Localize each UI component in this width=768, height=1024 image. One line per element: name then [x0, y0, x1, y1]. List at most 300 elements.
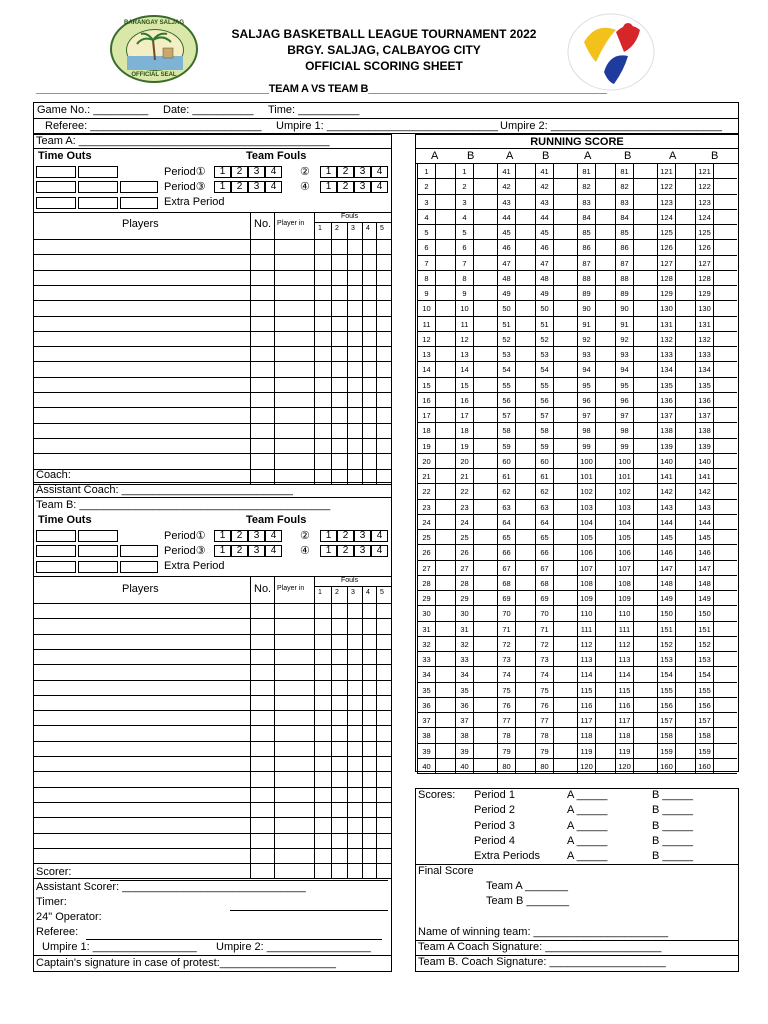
mark-a-cell[interactable]	[675, 469, 695, 484]
game-no-field[interactable]: Game No.: _________	[37, 104, 149, 116]
mark-a-cell[interactable]	[435, 271, 455, 286]
mark-a-cell[interactable]	[435, 347, 455, 362]
mark-b-cell[interactable]	[473, 393, 497, 408]
mark-a-cell[interactable]	[435, 545, 455, 560]
mark-b-cell[interactable]	[473, 530, 497, 545]
mark-b-cell[interactable]	[633, 301, 657, 316]
team-a-coach-signature-field[interactable]: Team A Coach Signature: ___________________	[418, 941, 662, 953]
mark-a-cell[interactable]	[515, 622, 535, 637]
mark-a-cell[interactable]	[595, 195, 615, 210]
mark-b-cell[interactable]	[713, 332, 737, 347]
team-a-period-foul-box[interactable]: 3	[248, 181, 265, 193]
mark-b-cell[interactable]	[553, 759, 577, 774]
mark-a-cell[interactable]	[675, 667, 695, 682]
team-a-player-row[interactable]	[33, 377, 392, 378]
mark-a-cell[interactable]	[595, 332, 615, 347]
mark-b-cell[interactable]	[553, 622, 577, 637]
mark-b-cell[interactable]	[473, 164, 497, 179]
mark-b-cell[interactable]	[473, 652, 497, 667]
mark-a-cell[interactable]	[435, 195, 455, 210]
mark-a-cell[interactable]	[515, 576, 535, 591]
date-field[interactable]: Date: __________	[163, 104, 254, 116]
mark-b-cell[interactable]	[713, 408, 737, 423]
mark-a-cell[interactable]	[675, 225, 695, 240]
mark-b-cell[interactable]	[633, 545, 657, 560]
score-period-b-field[interactable]: B _____	[652, 819, 693, 832]
mark-b-cell[interactable]	[473, 256, 497, 271]
mark-b-cell[interactable]	[553, 530, 577, 545]
team-a-player-row[interactable]	[33, 346, 392, 347]
mark-a-cell[interactable]	[595, 454, 615, 469]
mark-a-cell[interactable]	[595, 179, 615, 194]
mark-a-cell[interactable]	[595, 637, 615, 652]
team-b-period-foul-box[interactable]: 3	[248, 530, 265, 542]
mark-b-cell[interactable]	[633, 713, 657, 728]
mark-b-cell[interactable]	[713, 606, 737, 621]
final-team-b-field[interactable]: Team B _______	[486, 895, 570, 907]
mark-b-cell[interactable]	[473, 683, 497, 698]
team-a-period-foul-box[interactable]: 3	[354, 166, 371, 178]
team-b-period-foul-box[interactable]: 1	[320, 530, 337, 542]
mark-b-cell[interactable]	[713, 469, 737, 484]
mark-b-cell[interactable]	[633, 225, 657, 240]
mark-b-cell[interactable]	[473, 576, 497, 591]
mark-a-cell[interactable]	[675, 256, 695, 271]
mark-b-cell[interactable]	[553, 728, 577, 743]
mark-b-cell[interactable]	[473, 271, 497, 286]
mark-b-cell[interactable]	[553, 256, 577, 271]
mark-a-cell[interactable]	[515, 301, 535, 316]
team-b-timeout-box[interactable]	[78, 545, 118, 557]
mark-b-cell[interactable]	[473, 698, 497, 713]
mark-a-cell[interactable]	[675, 484, 695, 499]
mark-b-cell[interactable]	[473, 637, 497, 652]
team-a-player-row[interactable]	[33, 361, 392, 362]
mark-b-cell[interactable]	[633, 378, 657, 393]
mark-b-cell[interactable]	[713, 484, 737, 499]
mark-a-cell[interactable]	[435, 484, 455, 499]
assistant-scorer-field[interactable]: Assistant Scorer: ______________________________	[36, 881, 306, 893]
mark-a-cell[interactable]	[515, 286, 535, 301]
mark-a-cell[interactable]	[675, 271, 695, 286]
mark-a-cell[interactable]	[515, 439, 535, 454]
mark-a-cell[interactable]	[515, 606, 535, 621]
mark-b-cell[interactable]	[633, 317, 657, 332]
mark-b-cell[interactable]	[713, 576, 737, 591]
mark-b-cell[interactable]	[713, 225, 737, 240]
mark-b-cell[interactable]	[473, 744, 497, 759]
mark-b-cell[interactable]	[553, 439, 577, 454]
mark-b-cell[interactable]	[633, 164, 657, 179]
mark-b-cell[interactable]	[633, 652, 657, 667]
mark-b-cell[interactable]	[713, 561, 737, 576]
mark-b-cell[interactable]	[553, 576, 577, 591]
mark-a-cell[interactable]	[515, 317, 535, 332]
mark-a-cell[interactable]	[515, 423, 535, 438]
team-b-period-foul-box[interactable]: 1	[214, 545, 231, 557]
mark-a-cell[interactable]	[435, 393, 455, 408]
time-field[interactable]: Time: __________	[268, 104, 360, 116]
mark-b-cell[interactable]	[553, 606, 577, 621]
team-a-period-foul-box[interactable]: 4	[265, 166, 282, 178]
mark-b-cell[interactable]	[713, 286, 737, 301]
mark-a-cell[interactable]	[675, 576, 695, 591]
score-period-a-field[interactable]: A _____	[567, 819, 608, 832]
team-a-timeout-box[interactable]	[78, 166, 118, 178]
team-b-period-foul-box[interactable]: 2	[231, 545, 248, 557]
mark-a-cell[interactable]	[595, 439, 615, 454]
officials-referee-field[interactable]: Referee:	[36, 926, 79, 938]
mark-b-cell[interactable]	[713, 454, 737, 469]
team-b-period-foul-box[interactable]: 1	[320, 545, 337, 557]
mark-b-cell[interactable]	[713, 393, 737, 408]
team-a-period-foul-box[interactable]: 1	[320, 166, 337, 178]
mark-a-cell[interactable]	[675, 362, 695, 377]
operator-field[interactable]: 24" Operator:	[36, 911, 102, 923]
team-b-extra-timeout-box[interactable]	[78, 561, 118, 573]
team-b-label[interactable]: Team B: _________________________________________	[36, 499, 331, 511]
team-b-period-foul-box[interactable]: 2	[337, 530, 354, 542]
mark-a-cell[interactable]	[515, 271, 535, 286]
mark-a-cell[interactable]	[435, 225, 455, 240]
team-a-extra-timeout-box[interactable]	[120, 197, 158, 209]
mark-b-cell[interactable]	[553, 469, 577, 484]
mark-a-cell[interactable]	[435, 637, 455, 652]
mark-b-cell[interactable]	[633, 530, 657, 545]
mark-b-cell[interactable]	[713, 423, 737, 438]
team-a-period-foul-box[interactable]: 4	[371, 166, 388, 178]
team-a-extra-timeout-box[interactable]	[36, 197, 76, 209]
mark-b-cell[interactable]	[633, 240, 657, 255]
final-team-a-field[interactable]: Team A _______	[486, 880, 568, 892]
mark-b-cell[interactable]	[553, 652, 577, 667]
mark-a-cell[interactable]	[675, 347, 695, 362]
mark-b-cell[interactable]	[553, 362, 577, 377]
mark-b-cell[interactable]	[713, 179, 737, 194]
mark-b-cell[interactable]	[553, 713, 577, 728]
mark-a-cell[interactable]	[675, 439, 695, 454]
mark-b-cell[interactable]	[633, 744, 657, 759]
team-a-period-foul-box[interactable]: 2	[337, 166, 354, 178]
mark-b-cell[interactable]	[633, 393, 657, 408]
mark-b-cell[interactable]	[713, 591, 737, 606]
team-b-period-foul-box[interactable]: 4	[265, 545, 282, 557]
team-a-player-row[interactable]	[33, 285, 392, 286]
mark-b-cell[interactable]	[553, 393, 577, 408]
mark-b-cell[interactable]	[473, 179, 497, 194]
mark-a-cell[interactable]	[515, 332, 535, 347]
mark-a-cell[interactable]	[675, 744, 695, 759]
mark-a-cell[interactable]	[515, 195, 535, 210]
mark-a-cell[interactable]	[515, 378, 535, 393]
team-b-player-row[interactable]	[33, 741, 392, 742]
mark-b-cell[interactable]	[473, 317, 497, 332]
mark-b-cell[interactable]	[713, 622, 737, 637]
mark-b-cell[interactable]	[473, 759, 497, 774]
team-a-period-foul-box[interactable]: 1	[214, 181, 231, 193]
mark-b-cell[interactable]	[713, 301, 737, 316]
mark-a-cell[interactable]	[675, 164, 695, 179]
mark-a-cell[interactable]	[595, 545, 615, 560]
mark-b-cell[interactable]	[553, 286, 577, 301]
mark-b-cell[interactable]	[473, 240, 497, 255]
mark-b-cell[interactable]	[713, 256, 737, 271]
team-a-player-row[interactable]	[33, 438, 392, 439]
mark-a-cell[interactable]	[515, 210, 535, 225]
team-a-period-foul-box[interactable]: 2	[231, 181, 248, 193]
mark-b-cell[interactable]	[473, 515, 497, 530]
mark-b-cell[interactable]	[473, 713, 497, 728]
mark-b-cell[interactable]	[633, 500, 657, 515]
team-b-period-foul-box[interactable]: 3	[248, 545, 265, 557]
team-b-player-row[interactable]	[33, 802, 392, 803]
mark-b-cell[interactable]	[713, 317, 737, 332]
mark-a-cell[interactable]	[435, 515, 455, 530]
mark-a-cell[interactable]	[515, 530, 535, 545]
mark-b-cell[interactable]	[473, 195, 497, 210]
captain-signature-field[interactable]: Captain's signature in case of protest:___________________	[36, 957, 336, 969]
mark-b-cell[interactable]	[473, 484, 497, 499]
mark-a-cell[interactable]	[675, 698, 695, 713]
mark-a-cell[interactable]	[435, 423, 455, 438]
team-a-period-foul-box[interactable]: 3	[354, 181, 371, 193]
mark-a-cell[interactable]	[675, 545, 695, 560]
mark-b-cell[interactable]	[633, 408, 657, 423]
mark-b-cell[interactable]	[553, 210, 577, 225]
mark-b-cell[interactable]	[713, 378, 737, 393]
team-b-period-foul-box[interactable]: 4	[371, 545, 388, 557]
mark-a-cell[interactable]	[595, 256, 615, 271]
team-b-extra-timeout-box[interactable]	[120, 561, 158, 573]
mark-a-cell[interactable]	[515, 545, 535, 560]
mark-b-cell[interactable]	[553, 637, 577, 652]
team-b-coach-signature-field[interactable]: Team B. Coach Signature: ___________________	[418, 956, 666, 968]
mark-b-cell[interactable]	[633, 454, 657, 469]
mark-a-cell[interactable]	[675, 622, 695, 637]
mark-b-cell[interactable]	[553, 332, 577, 347]
mark-a-cell[interactable]	[595, 576, 615, 591]
mark-a-cell[interactable]	[595, 347, 615, 362]
mark-b-cell[interactable]	[713, 667, 737, 682]
mark-a-cell[interactable]	[435, 744, 455, 759]
officials-umpire2-field[interactable]: Umpire 2: _________________	[216, 941, 371, 953]
mark-b-cell[interactable]	[553, 240, 577, 255]
mark-b-cell[interactable]	[713, 240, 737, 255]
mark-b-cell[interactable]	[633, 683, 657, 698]
mark-a-cell[interactable]	[675, 759, 695, 774]
mark-b-cell[interactable]	[633, 759, 657, 774]
team-a-period-foul-box[interactable]: 1	[214, 166, 231, 178]
mark-b-cell[interactable]	[473, 667, 497, 682]
team-a-player-row[interactable]	[33, 300, 392, 301]
mark-b-cell[interactable]	[473, 210, 497, 225]
mark-b-cell[interactable]	[473, 545, 497, 560]
team-a-player-row[interactable]	[33, 407, 392, 408]
team-b-player-row[interactable]	[33, 725, 392, 726]
mark-b-cell[interactable]	[633, 515, 657, 530]
team-b-period-foul-box[interactable]: 3	[354, 530, 371, 542]
team-b-player-row[interactable]	[33, 710, 392, 711]
mark-b-cell[interactable]	[633, 210, 657, 225]
mark-b-cell[interactable]	[553, 301, 577, 316]
team-a-player-row[interactable]	[33, 453, 392, 454]
mark-a-cell[interactable]	[435, 606, 455, 621]
mark-a-cell[interactable]	[435, 591, 455, 606]
mark-b-cell[interactable]	[553, 500, 577, 515]
mark-b-cell[interactable]	[473, 606, 497, 621]
mark-a-cell[interactable]	[675, 423, 695, 438]
mark-b-cell[interactable]	[713, 698, 737, 713]
mark-a-cell[interactable]	[675, 195, 695, 210]
mark-b-cell[interactable]	[553, 179, 577, 194]
mark-b-cell[interactable]	[553, 423, 577, 438]
mark-a-cell[interactable]	[435, 439, 455, 454]
mark-b-cell[interactable]	[713, 210, 737, 225]
team-a-label[interactable]: Team A: _________________________________________	[36, 135, 330, 147]
mark-a-cell[interactable]	[435, 286, 455, 301]
mark-a-cell[interactable]	[435, 500, 455, 515]
umpire2-field[interactable]: Umpire 2: ____________________________	[500, 120, 723, 132]
team-a-player-row[interactable]	[33, 392, 392, 393]
mark-a-cell[interactable]	[595, 164, 615, 179]
mark-a-cell[interactable]	[595, 210, 615, 225]
mark-a-cell[interactable]	[675, 606, 695, 621]
mark-b-cell[interactable]	[473, 439, 497, 454]
mark-a-cell[interactable]	[595, 744, 615, 759]
mark-a-cell[interactable]	[515, 744, 535, 759]
team-b-player-row[interactable]	[33, 848, 392, 849]
timer-field[interactable]: Timer:	[36, 896, 67, 908]
mark-a-cell[interactable]	[435, 698, 455, 713]
mark-a-cell[interactable]	[435, 378, 455, 393]
mark-b-cell[interactable]	[633, 591, 657, 606]
mark-a-cell[interactable]	[435, 210, 455, 225]
mark-a-cell[interactable]	[435, 728, 455, 743]
mark-a-cell[interactable]	[595, 698, 615, 713]
mark-b-cell[interactable]	[553, 454, 577, 469]
mark-b-cell[interactable]	[713, 683, 737, 698]
mark-b-cell[interactable]	[473, 408, 497, 423]
team-b-player-row[interactable]	[33, 771, 392, 772]
mark-b-cell[interactable]	[553, 698, 577, 713]
mark-b-cell[interactable]	[553, 545, 577, 560]
team-b-player-row[interactable]	[33, 787, 392, 788]
mark-a-cell[interactable]	[675, 728, 695, 743]
team-b-timeout-box[interactable]	[78, 530, 118, 542]
mark-a-cell[interactable]	[515, 515, 535, 530]
mark-a-cell[interactable]	[595, 393, 615, 408]
mark-a-cell[interactable]	[675, 591, 695, 606]
score-period-b-field[interactable]: B _____	[652, 789, 693, 801]
team-b-player-row[interactable]	[33, 833, 392, 834]
mark-b-cell[interactable]	[553, 561, 577, 576]
team-b-player-row[interactable]	[33, 634, 392, 635]
mark-b-cell[interactable]	[713, 728, 737, 743]
team-b-player-row[interactable]	[33, 863, 392, 864]
mark-b-cell[interactable]	[713, 515, 737, 530]
team-b-period-foul-box[interactable]: 4	[371, 530, 388, 542]
mark-b-cell[interactable]	[553, 195, 577, 210]
mark-b-cell[interactable]	[713, 500, 737, 515]
mark-b-cell[interactable]	[633, 576, 657, 591]
mark-a-cell[interactable]	[595, 301, 615, 316]
mark-a-cell[interactable]	[435, 622, 455, 637]
mark-a-cell[interactable]	[595, 530, 615, 545]
mark-a-cell[interactable]	[675, 378, 695, 393]
mark-a-cell[interactable]	[515, 561, 535, 576]
team-b-period-foul-box[interactable]: 2	[337, 545, 354, 557]
mark-a-cell[interactable]	[675, 713, 695, 728]
team-a-player-row[interactable]	[33, 254, 392, 255]
mark-b-cell[interactable]	[553, 225, 577, 240]
mark-a-cell[interactable]	[515, 698, 535, 713]
mark-b-cell[interactable]	[473, 225, 497, 240]
mark-a-cell[interactable]	[515, 713, 535, 728]
mark-a-cell[interactable]	[435, 713, 455, 728]
mark-a-cell[interactable]	[515, 225, 535, 240]
mark-a-cell[interactable]	[675, 408, 695, 423]
mark-b-cell[interactable]	[713, 271, 737, 286]
mark-a-cell[interactable]	[435, 240, 455, 255]
team-b-player-row[interactable]	[33, 695, 392, 696]
team-b-timeout-box[interactable]	[36, 545, 76, 557]
mark-b-cell[interactable]	[633, 195, 657, 210]
mark-b-cell[interactable]	[633, 423, 657, 438]
mark-b-cell[interactable]	[553, 683, 577, 698]
mark-b-cell[interactable]	[633, 622, 657, 637]
team-a-assistant-coach-field[interactable]: Assistant Coach: ____________________________	[36, 484, 293, 496]
team-a-period-foul-box[interactable]: 1	[320, 181, 337, 193]
mark-b-cell[interactable]	[553, 667, 577, 682]
mark-a-cell[interactable]	[675, 683, 695, 698]
mark-b-cell[interactable]	[473, 591, 497, 606]
team-a-period-foul-box[interactable]: 2	[337, 181, 354, 193]
mark-b-cell[interactable]	[713, 713, 737, 728]
mark-a-cell[interactable]	[595, 408, 615, 423]
mark-a-cell[interactable]	[595, 423, 615, 438]
mark-a-cell[interactable]	[595, 606, 615, 621]
mark-a-cell[interactable]	[675, 240, 695, 255]
team-a-coach-field[interactable]: Coach:	[36, 469, 71, 481]
mark-a-cell[interactable]	[435, 759, 455, 774]
mark-b-cell[interactable]	[473, 622, 497, 637]
mark-a-cell[interactable]	[435, 469, 455, 484]
team-a-player-row[interactable]	[33, 331, 392, 332]
mark-b-cell[interactable]	[633, 606, 657, 621]
mark-a-cell[interactable]	[515, 500, 535, 515]
team-b-player-row[interactable]	[33, 817, 392, 818]
team-b-player-row[interactable]	[33, 756, 392, 757]
mark-a-cell[interactable]	[595, 362, 615, 377]
team-a-player-row[interactable]	[33, 423, 392, 424]
mark-a-cell[interactable]	[675, 561, 695, 576]
mark-a-cell[interactable]	[675, 286, 695, 301]
team-b-timeout-box[interactable]	[120, 545, 158, 557]
mark-b-cell[interactable]	[553, 408, 577, 423]
mark-a-cell[interactable]	[515, 347, 535, 362]
team-a-timeout-box[interactable]	[36, 181, 76, 193]
mark-b-cell[interactable]	[633, 179, 657, 194]
team-b-extra-timeout-box[interactable]	[36, 561, 76, 573]
team-a-player-row[interactable]	[33, 316, 392, 317]
mark-b-cell[interactable]	[553, 271, 577, 286]
mark-b-cell[interactable]	[473, 347, 497, 362]
mark-a-cell[interactable]	[675, 515, 695, 530]
mark-b-cell[interactable]	[713, 652, 737, 667]
mark-b-cell[interactable]	[713, 744, 737, 759]
mark-a-cell[interactable]	[515, 362, 535, 377]
mark-a-cell[interactable]	[435, 530, 455, 545]
